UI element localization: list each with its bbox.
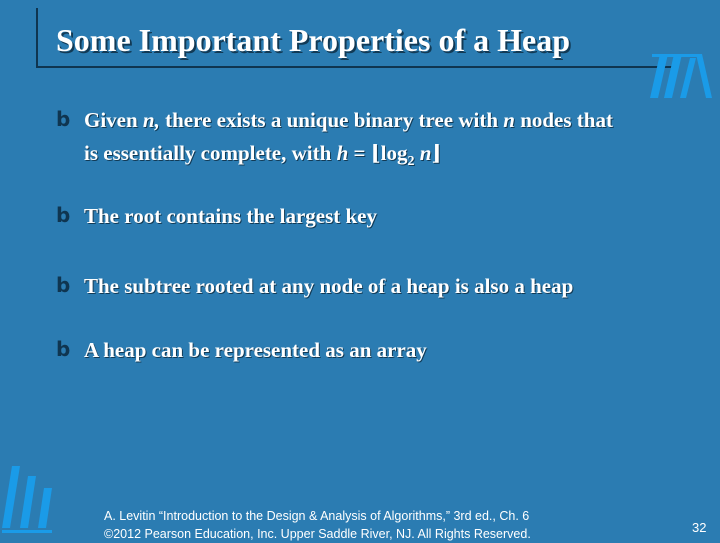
bullet-marker: b xyxy=(56,203,71,227)
bullet-text-2: The root contains the largest key xyxy=(84,204,378,228)
bullet-marker: b xyxy=(56,337,71,361)
citation-footer xyxy=(104,507,531,543)
citation-line-2: ©2012 Pearson Education, Inc. Upper Saddle River, NJ. All Rights Reserved. xyxy=(104,527,531,541)
slanted-bars-logo-icon xyxy=(0,462,56,534)
bullet-item-1 xyxy=(56,104,613,178)
bullet-item-2 xyxy=(56,200,377,233)
bullet-text-3: The subtree rooted at any node of a heap is also a heap xyxy=(84,274,574,298)
bullet-item-4 xyxy=(56,334,427,367)
bullet-text-4: A heap can be represented as an array xyxy=(84,338,427,362)
bullet-item-3 xyxy=(56,270,573,303)
page-number: 32 xyxy=(692,520,707,535)
bullet-text-1: Given n, there exists a unique binary tree with n nodes that is essentially complete, with $h = ⌊\log_2$ n⌋ xyxy=(84,108,613,170)
slanted-bars-logo-icon xyxy=(646,52,716,100)
bullet-marker: b xyxy=(56,273,71,297)
slide-title: Some Important Properties of a Heap xyxy=(56,22,570,58)
bullet-marker: b xyxy=(56,107,71,131)
citation-line-1: A. Levitin “Introduction to the Design & Analysis of Algorithms,” 3rd ed., Ch. 6 xyxy=(104,509,530,523)
